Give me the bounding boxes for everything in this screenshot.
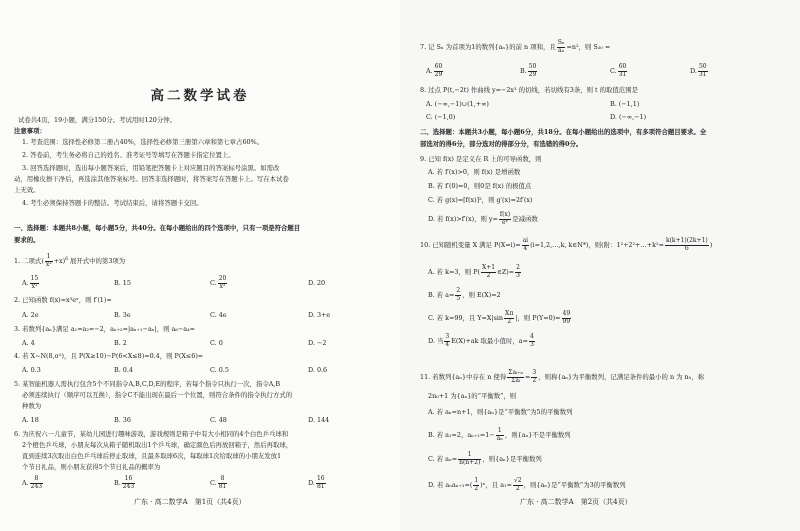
q6-option-a: A. $\frac{8}{243}$	[22, 475, 43, 490]
q3-option-b: B. 2	[114, 339, 127, 347]
q5-option-b: B. 36	[114, 416, 131, 424]
q11-option-c: C. 若 aₙ= $\frac{1}{n(n+2)}$ ，则{aₙ}是平衡数列	[428, 451, 542, 466]
question-8-stem: 8. 过点 P(t,−2t) 作曲线 y=−2x³ 的切线，若切线有3条，则 t 的取值范围是	[420, 86, 638, 94]
q7-option-a: A. $\frac{60}{29}$	[426, 63, 443, 78]
q1-option-d: D. 20	[308, 279, 326, 287]
q4-option-a: A. 0.3	[22, 366, 41, 374]
q11-option-d: D. 若 aₙaₙ₊₁=( $\frac{1}{2}$ )ⁿ，且 a₁= $\frac{√2}{2}$ ，则{aₙ}是“平衡数”为3的平衡数列	[428, 477, 626, 492]
q3-option-d: D. −2	[308, 339, 327, 347]
q6-option-c: C. $\frac{8}{81}$	[210, 475, 227, 490]
q10-option-d: D. 当 $\frac{3}{4}$ E(X)+ak 取最小值时，a= $\frac{4}{3}$	[428, 333, 534, 348]
note-line: 2. 答卷前，考生务必将自己的姓名、准考证号等填写在答题卡指定位置上。	[22, 151, 235, 159]
q4-option-c: C. 0.5	[210, 366, 229, 374]
question-6-stem: 个节日礼品，则小朋友获得5个节日礼品的概率为	[22, 463, 161, 471]
q11-option-b: B. 若 a₁=2，aₙ₊₁=1− $\frac{1}{\text{aₙ}}$ ，则{aₙ}不是平衡数列	[428, 427, 571, 442]
section1-heading: 一、选择题：本题共8小题，每小题5分，共40分。在每小题给出的四个选项中，只有一项是符合题目	[14, 224, 301, 232]
page-footer: 广东 · 高二数学A 第2页（共4页）	[520, 498, 632, 506]
q10-option-c: C. 若 k=99，且 Y=X|sin $\frac{X\pi}{2}$ |，则 P(Y=0)= $\frac{49}{99}$	[428, 310, 571, 325]
question-6-stem: 6. 为庆祝六一儿童节，某幼儿园进行趣味游戏，游戏规则是箱子中有大小相同的4个白色乒乓球和	[14, 430, 289, 438]
q8-option-b: B. (−1,1)	[610, 100, 640, 108]
question-3-stem: 3. 若数列{aₙ}满足 a₁=a₂=−2，aₙ₊₂=|aₙ₊₁−aₙ|，则 a₆−a₄=	[14, 325, 195, 333]
question-6-stem: 2个橙色乒乓球，小朋友每次从箱子随机取出1个乒乓球，确定颜色后再放回箱子，然后再取球，	[22, 441, 293, 449]
q1-option-c: C. $\frac{20}{\text{x²}}$	[210, 275, 227, 290]
note-line: 3. 回答选择题时，选出每小题答案后，用铅笔把答题卡上对应题目的答案标号涂黑。如需改	[22, 164, 280, 172]
question-1-stem: 1. 二项式( $\frac{1}{\text{x²}}$ +x)$^6$ 展开式中的第3项为	[14, 253, 126, 268]
question-2-stem: 2. 已知函数 f(x)=x³eˣ，则 f′(1)=	[14, 296, 112, 304]
q1-option-a: A. $\frac{15}{\text{x²}}$	[22, 275, 39, 290]
notes-heading: 注意事项：	[14, 127, 46, 135]
question-11-stem: 2n₀+1 为{aₙ}的“平衡数”，则	[428, 392, 517, 400]
question-5-stem: 必须连续执行（顺序可以互换），指令C不能出现在最后一个位置，则符合条件的指令执行方式的	[22, 391, 293, 399]
q10-option-b: B. 若 a= $\frac{2}{5}$ ，则 E(X)=2	[428, 287, 501, 302]
q6-option-b: B. $\frac{16}{243}$	[114, 475, 135, 490]
q4-option-d: D. 0.6	[308, 366, 328, 374]
question-6-stem: 直到连续3次取出白色乒乓球后停止取球，且最多取球6次，每取球1次给取球的小朋友发放1	[22, 452, 282, 460]
q6-option-d: D. $\frac{16}{81}$	[308, 475, 325, 490]
question-9-stem: 9. 已知 f(x) 是定义在 R 上的可导函数，则	[420, 155, 542, 163]
q1-option-b: B. 15	[114, 279, 131, 287]
exam-intro: 试卷共4页，19小题，满分150分。考试用时120分钟。	[18, 116, 177, 124]
q7-option-b: B. $\frac{50}{29}$	[520, 63, 537, 78]
q-text: 1. 二项式	[14, 257, 42, 265]
q8-option-c: C. (−1,0)	[426, 113, 456, 121]
section1-heading: 要求的。	[14, 236, 40, 244]
q9-option-c: C. 若 g(x)=[f(x)]²，则 g′(x)=2f′(x)	[428, 196, 533, 204]
question-7-stem: 7. 记 Sₙ 为首项为1的数列{aₙ}的前 n 项和，且 $\frac{\text{Sₙ}}{\text{aₙ}}$ =n²，则 S₃₀ =	[420, 39, 611, 54]
q-text: 展开式中的第3项为	[69, 257, 126, 265]
q9-option-b: B. 若 f′(0)=0，则0是 f(x) 的极值点	[428, 182, 532, 190]
q2-option-d: D. 3+e	[308, 311, 331, 319]
note-line: 1. 考查范围：选择性必修第二册占40%，选择性必修第三册第六章和第七章占60%。	[22, 138, 264, 146]
q2-option-b: B. 3e	[114, 311, 131, 319]
question-10-stem: 10. 已知随机变量 X 满足 P(X=i)= $\frac{ai}{4}$ (i=1,2,…,k, k∈N*)，则(附：1²+2²+…+k²= $\frac{k(k+1)(2k+1)}{6}$ )	[420, 237, 713, 252]
q7-option-d: D. $\frac{50}{31}$	[690, 63, 707, 78]
q2-option-a: A. 2e	[22, 311, 39, 319]
q10-option-a: A. 若 k=3，则 P( $\frac{X+1}{2}$ ∈Z)= $\frac{2}{3}$	[428, 264, 520, 279]
q9-option-a: A. 若 f′(x)>0，则 f(x) 是增函数	[428, 168, 521, 176]
q9-option-d: D. 若 f(x)>f′(x)，则 y= $\frac{f(x)}{\text{eˣ}}$ 是减函数	[428, 211, 538, 226]
question-11-stem: 11. 若数列{aₙ}中存在 n 使得 $\frac{\text{Σaᵢ₊ₙ}}{\text{Σaᵢ}}$ = $\frac{3}{2}$ ，则称{aₙ}为平衡数列，记满足条件的最小的 n 为 n₀，称	[420, 369, 704, 384]
q5-option-d: D. 144	[308, 416, 330, 424]
q7-option-c: C. $\frac{60}{31}$	[610, 63, 627, 78]
q5-option-a: A. 18	[22, 416, 39, 424]
q2-option-c: C. 4e	[210, 311, 227, 319]
q5-option-c: C. 48	[210, 416, 227, 424]
q3-option-a: A. 4	[22, 339, 35, 347]
exam-title: 高二数学试卷	[150, 88, 250, 104]
q8-option-d: D. (−∞,−1)	[610, 113, 647, 121]
q3-option-c: C. 0	[210, 339, 223, 347]
note-line: 上无效。	[14, 186, 40, 194]
question-5-stem: 5. 某智能机器人需执行包含5个不同指令A,B,C,D,E的程序，若每个指令只执行一次，指令A,B	[14, 380, 281, 388]
note-line: 动，用橡皮擦干净后，再选涂其他答案标号。回答非选择题时，将答案写在答题卡上。写在本试卷	[14, 175, 289, 183]
q11-option-a: A. 若 aₙ=n+1，则{aₙ}是“平衡数”为5的平衡数列	[428, 408, 573, 416]
question-5-stem: 种数为	[22, 402, 42, 410]
section2-heading: 部选对的得6分，部分选对的得部分分，有选错的得0分。	[420, 140, 583, 148]
page-footer: 广东 · 高二数学A 第1页（共4页）	[134, 498, 246, 506]
note-line: 4. 考生必须保持答题卡的整洁。考试结束后，请将答题卡交回。	[22, 199, 203, 207]
question-4-stem: 4. 若 X~N(8,σ²)，且 P(X≥10)−P(6<X≤8)=0.4，则 P(X≤6)=	[14, 352, 204, 360]
exam-page-2	[400, 0, 800, 531]
q8-option-a: A. (−∞,−1)∪(1,+∞)	[426, 100, 489, 108]
q4-option-b: B. 0.4	[114, 366, 133, 374]
section2-heading: 二、选择题：本题共3小题，每小题6分，共18分。在每小题给出的选项中，有多项符合题目要求。全	[420, 128, 707, 136]
